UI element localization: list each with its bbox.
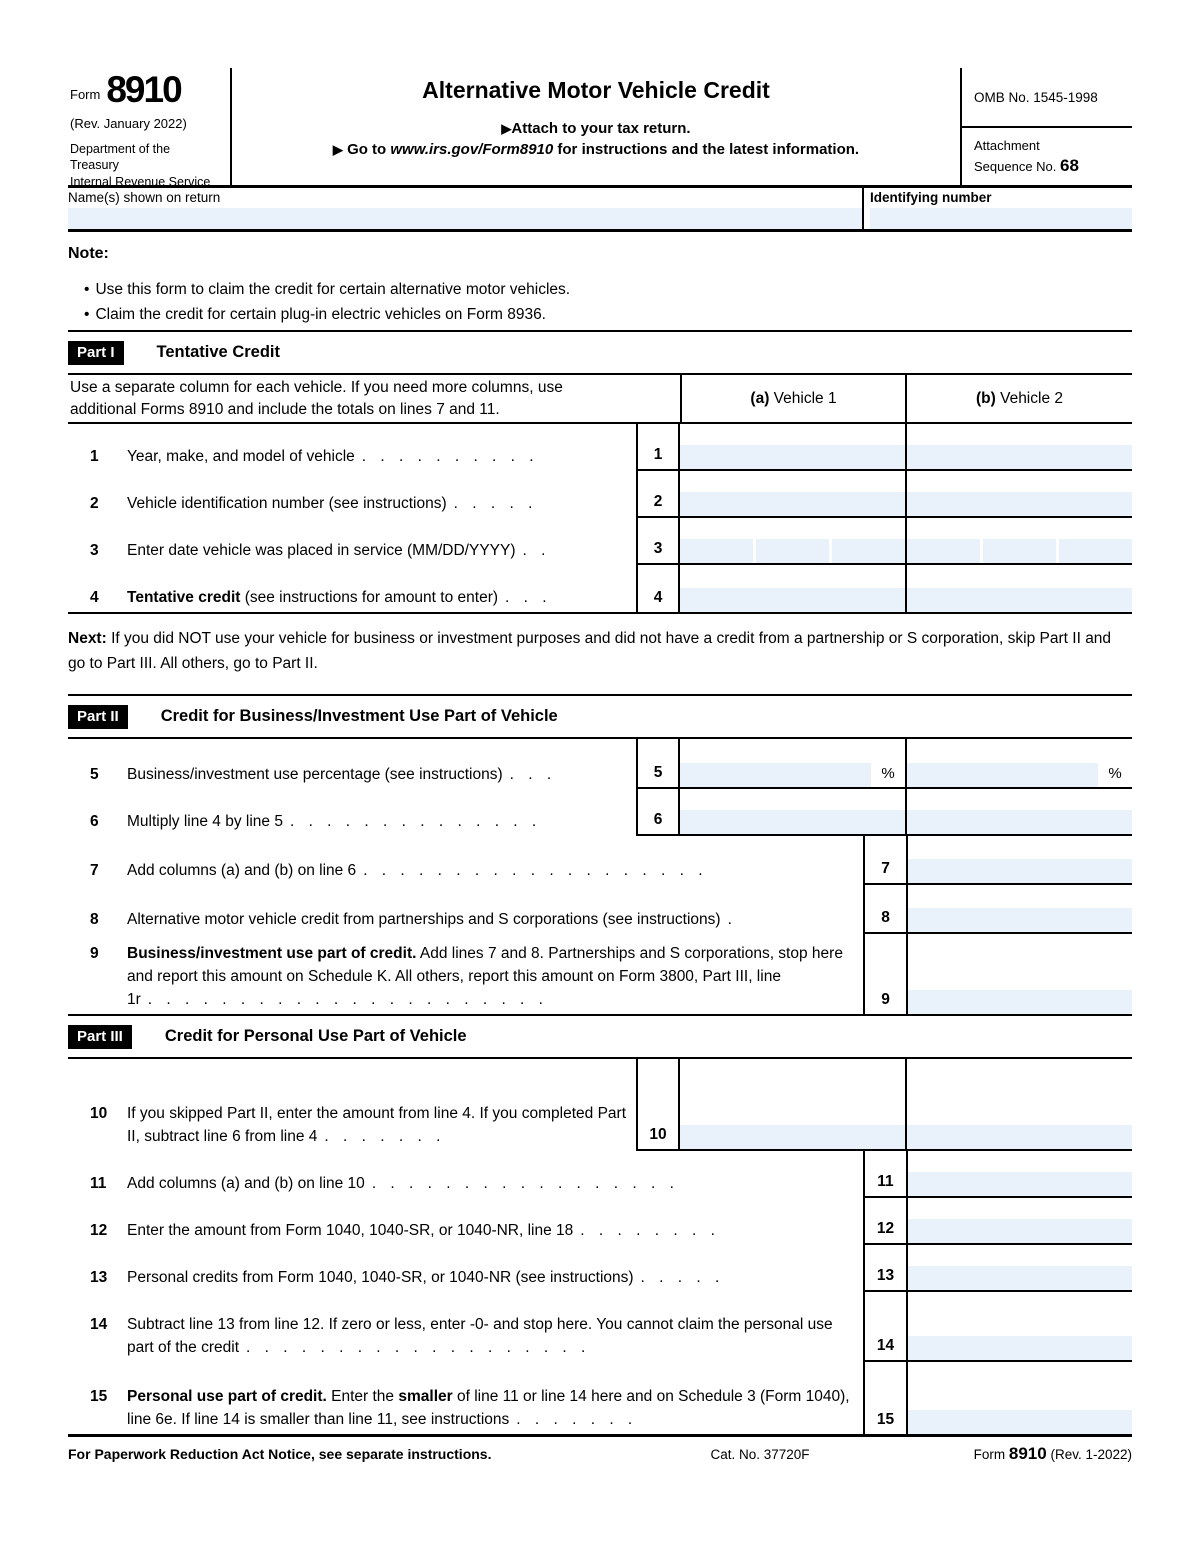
form-header [68, 68, 1132, 188]
line3-vehicle1-date-input[interactable] [680, 539, 905, 563]
goto-instruction [232, 141, 960, 158]
line7-amount-input[interactable] [908, 859, 1132, 883]
line2-vehicle2-input[interactable] [907, 492, 1132, 516]
line7-label: Add columns (a) and (b) on line 6 . . . . . . . . . . . . . . . . . . . [127, 862, 703, 879]
line14-amount-input[interactable] [908, 1336, 1132, 1360]
line5-numbox: 5 [636, 739, 680, 787]
line5-vehicle1-input[interactable] [680, 763, 871, 787]
line2-number: 2 [90, 495, 99, 512]
line15-label: Personal use part of credit. Enter the smaller of line 11 or line 14 here and on Schedule 3 (Form 1040), line 6e. If line 14 is smaller than line 11, see instructions . . . . . . . [127, 1388, 850, 1428]
line10-number: 10 [90, 1105, 108, 1122]
form-row-line15 [68, 1362, 1132, 1434]
vehicle-table-header [68, 375, 1132, 422]
line15-amount-input[interactable] [908, 1410, 1132, 1434]
form-row-line8 [68, 885, 1132, 934]
dotted-leader: . . . . . . . . . . . . . . . . . . . [363, 862, 703, 879]
date-segment [832, 539, 905, 563]
form-row-line7 [68, 836, 1132, 885]
line2-numbox: 2 [636, 471, 680, 516]
next-instruction: Next: If you did NOT use your vehicle for business or investment purposes and did not have a credit from a partnership or S corporation, skip Part II and go to Part III. All others, go to Part II. [68, 630, 1112, 672]
line7-numbox: 7 [863, 836, 908, 883]
next-label: Next: [68, 630, 107, 647]
column-header-vehicle2: (b) Vehicle 2 [905, 375, 1132, 422]
dotted-leader: . . . . . . . [516, 1411, 633, 1428]
line8-numbox: 8 [863, 885, 908, 932]
form-word: Form [70, 87, 101, 103]
bullet-icon: • [84, 281, 90, 298]
name-identity-row [68, 188, 1132, 232]
dept-line2: Internal Revenue Service [70, 174, 211, 189]
form-row-line14 [68, 1292, 1132, 1362]
line11-label: Add columns (a) and (b) on line 10 . . . . . . . . . . . . . . . . . [127, 1175, 674, 1192]
line13-number: 13 [90, 1269, 108, 1286]
page-title: Alternative Motor Vehicle Credit [422, 77, 770, 103]
name-label: Name(s) shown on return [68, 190, 221, 205]
part1-badge: Part I [68, 341, 124, 365]
line13-label: Personal credits from Form 1040, 1040-SR, or 1040-NR (see instructions) . . . . . [127, 1269, 720, 1286]
line12-numbox: 12 [863, 1198, 908, 1243]
line10-vehicle1-input[interactable] [680, 1125, 905, 1149]
line3-numbox: 3 [636, 518, 680, 563]
line15-numbox: 15 [863, 1362, 908, 1434]
form-row-line12 [68, 1198, 1132, 1245]
line6-label: Multiply line 4 by line 5 . . . . . . . . . . . . . . [127, 813, 537, 830]
attach-text: Attach to your tax return. [511, 120, 691, 137]
dotted-leader: . . [522, 542, 546, 559]
form-row-line13 [68, 1245, 1132, 1292]
paperwork-notice: For Paperwork Reduction Act Notice, see separate instructions. [68, 1446, 492, 1462]
part3-title: Credit for Personal Use Part of Vehicle [164, 1027, 467, 1045]
line6-vehicle1-input[interactable] [680, 810, 905, 834]
omb-block [960, 68, 1132, 185]
part1-title: Tentative Credit [156, 343, 280, 361]
right-arrow-icon: ▶ [332, 142, 343, 157]
line1-vehicle1-input[interactable] [680, 445, 905, 469]
line14-numbox: 14 [863, 1292, 908, 1360]
form-revision: (Rev. January 2022) [70, 116, 187, 132]
form-row-line9 [68, 934, 1132, 1014]
dotted-leader: . . . . . . . . . . . . . . . . . . . . . . [147, 991, 543, 1008]
line11-numbox: 11 [863, 1151, 908, 1196]
form-row-line1 [68, 424, 1132, 471]
irs-url: www.irs.gov/Form8910 [390, 141, 554, 158]
dotted-leader: . . . [509, 766, 552, 783]
sequence-label: Sequence No. [974, 158, 1061, 174]
part1-header [68, 332, 1132, 373]
date-segment [680, 539, 753, 563]
line6-numbox: 6 [636, 789, 680, 834]
identifying-number-label: Identifying number [870, 190, 992, 205]
note-section [68, 232, 1132, 330]
column-header-vehicle1: (a) Vehicle 1 [680, 375, 905, 422]
form-number: 8910 [106, 69, 181, 110]
form-row-line11 [68, 1151, 1132, 1198]
line14-label: Subtract line 13 from line 12. If zero or less, enter -0- and stop here. You cannot claim the personal use part of the credit . . . . . . . . . . . . . . . . . . . [127, 1316, 833, 1356]
goto-post: for instructions and the latest information. [553, 141, 860, 158]
line2-label: Vehicle identification number (see instructions) . . . . . [127, 495, 533, 512]
bullet-icon: • [84, 306, 90, 323]
dotted-leader: . . . . . . . . . . [361, 448, 534, 465]
line1-number: 1 [90, 448, 99, 465]
line10-vehicle2-input[interactable] [907, 1125, 1132, 1149]
form-id-block [68, 68, 232, 189]
line8-label: Alternative motor vehicle credit from partnerships and S corporations (see instructions) . [127, 911, 732, 928]
line5-number: 5 [90, 766, 99, 783]
date-segment [983, 539, 1056, 563]
part2-header [68, 696, 1132, 737]
note-bullet-1: • Use this form to claim the credit for certain alternative motor vehicles. [84, 281, 571, 298]
line3-vehicle2-date-input[interactable] [907, 539, 1132, 563]
line6-vehicle2-input[interactable] [907, 810, 1132, 834]
omb-number: OMB No. 1545-1998 [962, 68, 1132, 128]
form-row-line2 [68, 471, 1132, 518]
sequence-number: 68 [1060, 155, 1079, 175]
line7-number: 7 [90, 862, 99, 879]
agency-block [70, 141, 222, 190]
line3-number: 3 [90, 542, 99, 559]
identifying-number-input[interactable] [870, 208, 1132, 229]
dotted-leader: . . . . . [640, 1269, 720, 1286]
dotted-leader: . [727, 911, 732, 928]
line12-amount-input[interactable] [908, 1219, 1132, 1243]
form-row-line3 [68, 518, 1132, 565]
dotted-leader: . . . [505, 589, 547, 606]
line1-label: Year, make, and model of vehicle . . . . . . . . . . [127, 448, 534, 465]
line5-label: Business/investment use percentage (see instructions) . . . [127, 766, 552, 783]
attach-instruction [232, 120, 960, 137]
form-row-line4 [68, 565, 1132, 612]
line9-number: 9 [90, 945, 99, 962]
footer-form-number: 8910 [1008, 1444, 1047, 1463]
line9-label: Business/investment use part of credit. Add lines 7 and 8. Partnerships and S corporations, stop here and report this amount on Schedule K. All others, report this amount on Form 3800, Part III, line 1r . . . . . . . . . . . . . . . . . . . . . . [127, 945, 843, 1008]
form-row-line5 [68, 739, 1132, 789]
date-segment [756, 539, 829, 563]
line8-number: 8 [90, 911, 99, 928]
line11-number: 11 [90, 1175, 107, 1192]
line4-label: Tentative credit (see instructions for amount to enter) . . . [127, 589, 547, 606]
form-footer-id: Form 8910 (Rev. 1-2022) [973, 1444, 1132, 1463]
form-row-line6 [68, 789, 1132, 836]
part3-header [68, 1016, 1132, 1057]
line1-vehicle2-input[interactable] [907, 445, 1132, 469]
line6-number: 6 [90, 813, 99, 830]
line4-numbox: 4 [636, 565, 680, 612]
attachment-label: Attachment [974, 138, 1040, 153]
line4-vehicle1-input[interactable] [680, 588, 905, 612]
line5-vehicle2-input[interactable] [907, 763, 1098, 787]
line13-amount-input[interactable] [908, 1266, 1132, 1290]
form-row-line10 [68, 1059, 1132, 1151]
line8-amount-input[interactable] [908, 908, 1132, 932]
dotted-leader: . . . . . . . [324, 1128, 441, 1145]
line12-label: Enter the amount from Form 1040, 1040-SR, or 1040-NR, line 18 . . . . . . . . [127, 1222, 715, 1239]
form-title-block [232, 68, 960, 185]
dotted-leader: . . . . . . . . . . . . . . . . . . . [246, 1339, 586, 1356]
line4-number: 4 [90, 589, 99, 606]
line10-numbox: 10 [636, 1059, 680, 1149]
table-intro: Use a separate column for each vehicle. If you need more columns, use additional Forms 8910 and include the totals on lines 7 and 11. [70, 379, 563, 418]
line11-amount-input[interactable] [908, 1172, 1132, 1196]
dotted-leader: . . . . . . . . . . . . . . [289, 813, 537, 830]
form-footer [68, 1437, 1132, 1464]
dotted-leader: . . . . . . . . [580, 1222, 715, 1239]
catalog-number: Cat. No. 37720F [710, 1447, 810, 1462]
percent-sign: % [1108, 765, 1122, 782]
line3-label: Enter date vehicle was placed in service (MM/DD/YYYY) . . [127, 542, 546, 559]
line14-number: 14 [90, 1316, 108, 1333]
note-label: Note: [68, 245, 109, 262]
line10-label: If you skipped Part II, enter the amount from line 4. If you completed Part II, subtract line 6 from line 4 . . . . . . . [127, 1105, 626, 1145]
name-input[interactable] [68, 208, 862, 229]
part3-badge: Part III [68, 1025, 132, 1049]
line12-number: 12 [90, 1222, 108, 1239]
line2-vehicle1-input[interactable] [680, 492, 905, 516]
dotted-leader: . . . . . . . . . . . . . . . . . [371, 1175, 674, 1192]
percent-sign: % [881, 765, 895, 782]
line9-amount-input[interactable] [908, 990, 1132, 1014]
date-segment [1059, 539, 1132, 563]
dept-line1: Department of the Treasury [70, 142, 171, 173]
line15-number: 15 [90, 1388, 108, 1405]
line13-numbox: 13 [863, 1245, 908, 1290]
line4-vehicle2-input[interactable] [907, 588, 1132, 612]
line9-numbox: 9 [863, 934, 908, 1014]
part2-badge: Part II [68, 705, 128, 729]
right-arrow-icon: ▶ [501, 121, 512, 136]
line1-numbox: 1 [636, 424, 680, 469]
attachment-sequence [962, 128, 1132, 181]
dotted-leader: . . . . . [453, 495, 533, 512]
date-segment [907, 539, 980, 563]
note-bullet-2: • Claim the credit for certain plug-in electric vehicles on Form 8936. [84, 306, 546, 323]
part2-title: Credit for Business/Investment Use Part of Vehicle [160, 707, 558, 725]
goto-pre: Go to [347, 141, 391, 158]
